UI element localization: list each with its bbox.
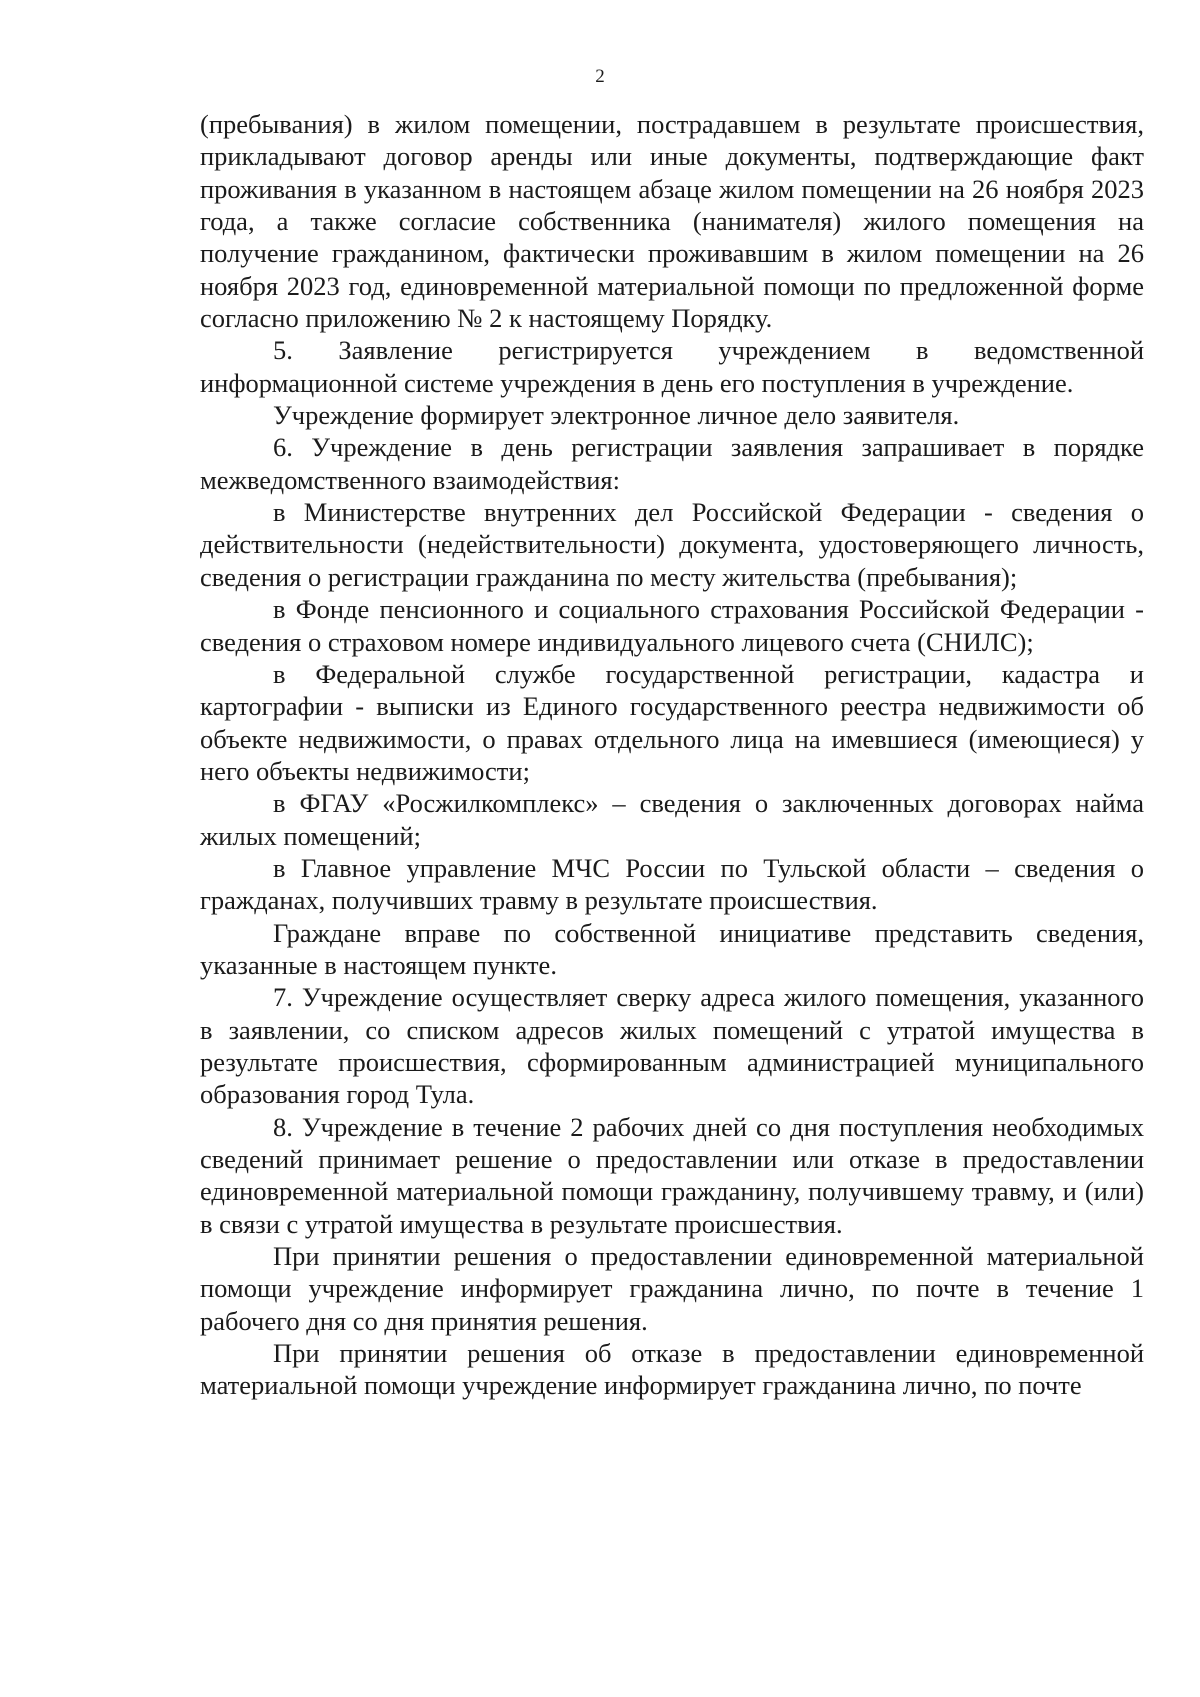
paragraph-request-mchs: в Главное управление МЧС России по Тульской области – сведения о гражданах, получивших травму в результате происшествия. <box>200 852 1144 916</box>
paragraph-request-rosgilkompleks: в ФГАУ «Росжилкомплекс» – сведения о заключенных договорах найма жилых помещений; <box>200 788 1144 851</box>
paragraph-item-8: 8. Учреждение в течение 2 рабочих дней со дня поступления необходимых сведений принимает решение о предоставлении или отказе в предоставлении единовременной материальной помощи гражданину, получившему травму, и (или) в связи с утратой имущества в результате происшествия. <box>200 1111 1144 1239</box>
page-number: 2 <box>595 66 605 87</box>
paragraph-personal-file: Учреждение формирует электронное личное дело заявителя. <box>273 400 960 431</box>
paragraph-request-rosreestr: в Федеральной службе государственной регистрации, кадастра и картографии - выписки из Единого государственного реестра недвижимости об объекте недвижимости, о правах отдельного лица на имевшиеся (имеющиеся) у него объекты недвижимости; <box>200 658 1144 786</box>
paragraph-approval-notice: При принятии решения о предоставлении единовременной материальной помощи учреждение информирует гражданина лично, по почте в течение 1 рабочего дня со дня принятия решения. <box>200 1241 1144 1336</box>
paragraph-request-mvd: в Министерстве внутренних дел Российской Федерации - сведения о действительности (недействительности) документа, удостоверяющего личность, сведения о регистрации гражданина по месту жительства (пребывания); <box>200 497 1144 592</box>
document-body <box>200 108 1144 1402</box>
paragraph-refusal-notice: При принятии решения об отказе в предоставлении единовременной материальной помощи учреждение информирует гражданина лично, по почте <box>200 1338 1144 1401</box>
paragraph-request-sfr: в Фонде пенсионного и социального страхования Российской Федерации - сведения о страховом номере индивидуального лицевого счета (СНИЛС); <box>200 594 1144 657</box>
paragraph-item-7: 7. Учреждение осуществляет сверку адреса жилого помещения, указанного в заявлении, со списком адресов жилых помещений с утратой имущества в результате происшествия, сформированным администрацией муниципального образования город Тула. <box>200 982 1144 1110</box>
paragraph-own-initiative: Граждане вправе по собственной инициативе представить сведения, указанные в настоящем пункте. <box>200 917 1144 980</box>
paragraph-item-6: 6. Учреждение в день регистрации заявления запрашивает в порядке межведомственного взаимодействия: <box>200 432 1144 495</box>
paragraph-continuation: (пребывания) в жилом помещении, пострадавшем в результате происшествия, прикладывают договор аренды или иные документы, подтверждающие факт проживания в указанном в настоящем абзаце жилом помещении на 26 ноября 2023 года, а также согласие собственника (нанимателя) жилого помещения на получение гражданином, фактически проживавшим в жилом помещении на 26 ноября 2023 год, единовременной материальной помощи по предложенной форме согласно приложению № 2 к настоящему Порядку. <box>200 109 1144 334</box>
paragraph-item-5: 5. Заявление регистрируется учреждением в ведомственной информационной системе учреждения в день его поступления в учреждение. <box>200 335 1144 398</box>
